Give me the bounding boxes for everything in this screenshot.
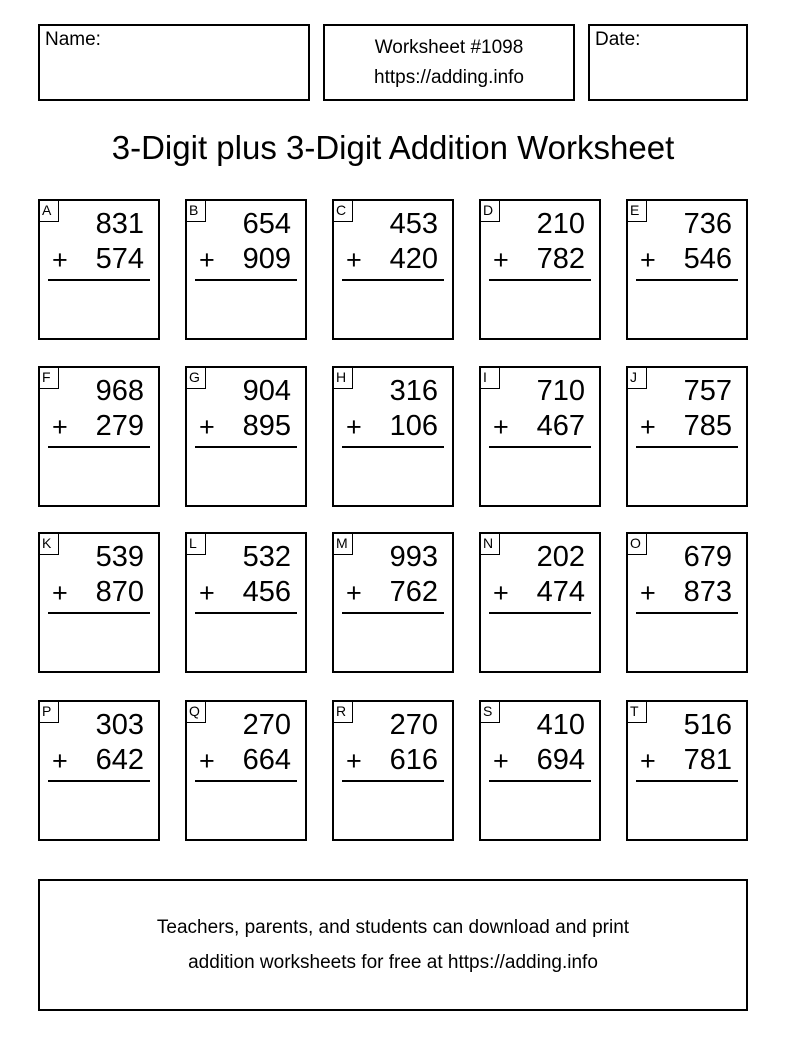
bottom-addend: 785 [683,410,732,442]
top-addend: 968 [95,375,144,407]
answer-line [342,446,444,448]
bottom-addend: 694 [536,744,585,776]
answer-line [195,780,297,782]
top-addend: 270 [389,709,438,741]
bottom-addend: 873 [683,576,732,608]
top-addend: 831 [95,208,144,240]
page-title: 3-Digit plus 3-Digit Addition Worksheet [111,129,675,166]
bottom-addend: 642 [95,744,144,776]
answer-line [195,612,297,614]
answer-line [489,612,591,614]
problem-label: A [38,199,59,222]
plus-sign: + [52,746,68,776]
plus-sign: + [493,746,509,776]
problem-k [38,532,160,673]
top-addend: 679 [683,541,732,573]
plus-sign: + [199,412,215,442]
bottom-addend: 781 [683,744,732,776]
problem-j [626,366,748,507]
problem-label: C [332,199,353,222]
worksheet-number: Worksheet #1098 [374,37,524,58]
answer-line [48,279,150,281]
plus-sign: + [346,746,362,776]
problem-label: L [185,532,206,555]
answer-line [342,279,444,281]
answer-line [342,612,444,614]
plus-sign: + [493,578,509,608]
top-addend: 654 [242,208,291,240]
top-addend: 904 [242,375,291,407]
problem-p [38,700,160,841]
date-field-box [588,24,748,101]
bottom-addend: 574 [95,243,144,275]
problem-label: I [479,366,500,389]
plus-sign: + [199,746,215,776]
problem-label: R [332,700,353,723]
problem-label: H [332,366,353,389]
problem-s [479,700,601,841]
problem-c [332,199,454,340]
problem-label: E [626,199,647,222]
problem-e [626,199,748,340]
answer-line [342,780,444,782]
answer-line [636,612,738,614]
top-addend: 757 [683,375,732,407]
plus-sign: + [52,245,68,275]
top-addend: 532 [242,541,291,573]
plus-sign: + [52,412,68,442]
problem-label: P [38,700,59,723]
problem-i [479,366,601,507]
name-label: Name: [45,29,101,50]
plus-sign: + [199,245,215,275]
top-addend: 210 [536,208,585,240]
top-addend: 303 [95,709,144,741]
bottom-addend: 546 [683,243,732,275]
problem-label: S [479,700,500,723]
answer-line [636,446,738,448]
problem-o [626,532,748,673]
bottom-addend: 456 [242,576,291,608]
worksheet-info-box [323,24,575,101]
plus-sign: + [346,245,362,275]
plus-sign: + [199,578,215,608]
bottom-addend: 870 [95,576,144,608]
answer-line [489,279,591,281]
plus-sign: + [493,245,509,275]
bottom-addend: 909 [242,243,291,275]
top-addend: 202 [536,541,585,573]
problem-r [332,700,454,841]
answer-line [48,612,150,614]
problem-label: D [479,199,500,222]
problem-d [479,199,601,340]
problem-label: O [626,532,647,555]
plus-sign: + [346,578,362,608]
answer-line [489,780,591,782]
problem-label: J [626,366,647,389]
problem-label: F [38,366,59,389]
top-addend: 710 [536,375,585,407]
bottom-addend: 895 [242,410,291,442]
bottom-addend: 279 [95,410,144,442]
problem-g [185,366,307,507]
problem-h [332,366,454,507]
answer-line [636,780,738,782]
bottom-addend: 616 [389,744,438,776]
top-addend: 993 [389,541,438,573]
problem-label: Q [185,700,206,723]
problem-n [479,532,601,673]
date-label: Date: [595,29,641,50]
name-field-box [38,24,310,101]
bottom-addend: 474 [536,576,585,608]
plus-sign: + [52,578,68,608]
plus-sign: + [640,746,656,776]
answer-line [195,446,297,448]
answer-line [195,279,297,281]
problem-b [185,199,307,340]
top-addend: 316 [389,375,438,407]
answer-line [48,780,150,782]
answer-line [48,446,150,448]
top-addend: 270 [242,709,291,741]
top-addend: 736 [683,208,732,240]
bottom-addend: 467 [536,410,585,442]
problem-l [185,532,307,673]
footer-box [38,879,748,1011]
footer-line-2: addition worksheets for free at https://adding.info [188,952,598,973]
footer-line-1: Teachers, parents, and students can download and print [156,917,630,938]
problem-label: T [626,700,647,723]
plus-sign: + [346,412,362,442]
worksheet-url: https://adding.info [374,67,524,88]
bottom-addend: 762 [389,576,438,608]
problem-m [332,532,454,673]
top-addend: 453 [389,208,438,240]
problem-label: M [332,532,353,555]
bottom-addend: 664 [242,744,291,776]
problem-a [38,199,160,340]
problem-label: G [185,366,206,389]
problem-label: N [479,532,500,555]
bottom-addend: 782 [536,243,585,275]
problem-label: B [185,199,206,222]
top-addend: 410 [536,709,585,741]
plus-sign: + [640,245,656,275]
problem-f [38,366,160,507]
problem-q [185,700,307,841]
top-addend: 516 [683,709,732,741]
answer-line [489,446,591,448]
plus-sign: + [640,578,656,608]
top-addend: 539 [95,541,144,573]
problem-label: K [38,532,59,555]
problem-t [626,700,748,841]
answer-line [636,279,738,281]
plus-sign: + [493,412,509,442]
bottom-addend: 106 [389,410,438,442]
plus-sign: + [640,412,656,442]
bottom-addend: 420 [389,243,438,275]
